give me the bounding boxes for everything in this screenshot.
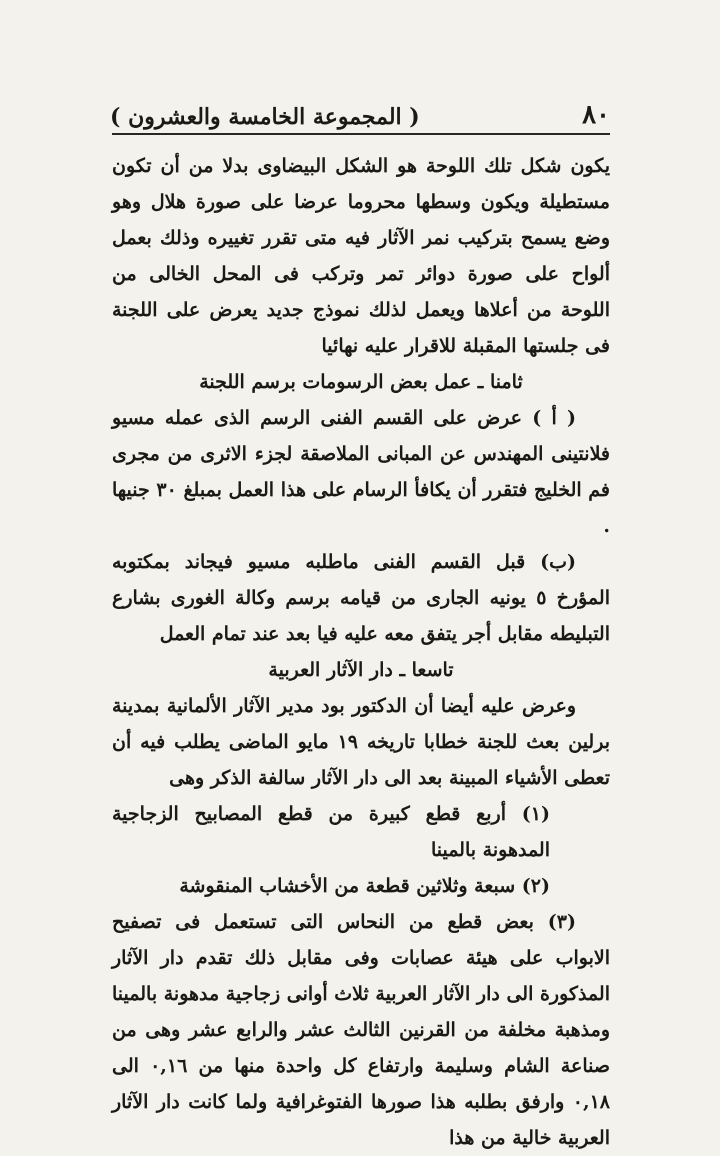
paragraph-item-b: (ب) قبل القسم الفنى ماطلبه مسيو فيجاند بمكتوبه المؤرخ ٥ يونيه الجارى من قيامه برسم وكالة الغورى بشارع التبليطه مقابل أجر يتفق معه عليه فيا بعد عند تمام العمل [112,551,610,645]
paragraph-lid-shape: يكون شكل تلك اللوحة هو الشكل البيضاوى بدلا من أن تكون مستطيلة ويكون وسطها محروما عرضا على صورة هلال وهو وضع يسمح بتركيب نمر الآثار فيه متى تقرر تغييره وذلك بعمل ألواح على صورة دوائر تمر وتركب فى المحل الخالى من اللوحة من أعلاها ويعمل لذلك نموذج جديد يعرض على اللجنة فى جلستها المقبلة للاقرار عليه نهائيا [112,155,610,357]
list-item-2: (٢) سبعة وثلاثين قطعة من الأخشاب المنقوشة [179,875,550,897]
paragraph-berlin-request: وعرض عليه أيضا أن الدكتور بود مدير الآثار الألمانية بمدينة برلين بعث للجنة خطابا تاريخه ١٩ مايو الماضى يطلب فيه أن تعطى الأشياء المبينة بعد الى دار الآثار سالفة الذكر وهى [112,695,610,789]
section-heading-eighth: ثامنا ـ عمل بعض الرسومات برسم اللجنة [199,371,523,393]
section-heading-ninth: تاسعا ـ دار الآثار العربية [268,659,454,681]
paragraph-item-a: ( أ ) عرض على القسم الفنى الرسم الذى عمله مسيو فلانتينى المهندس عن المبانى الملاصقة لجزء الاثرى من مجرى فم الخليج فتقرر أن يكافأ الرسام على هذا العمل بمبلغ ٣٠ جنيها . [112,407,610,537]
list-item-1: (١) أربع قطع كبيرة من قطع المصابيح الزجاجية المدهونة بالمينا [112,803,550,861]
header-rule [112,133,610,135]
page-header [110,90,610,130]
page-body [112,148,610,1156]
page-number: ٨٠ [582,100,610,130]
list-item-3: (٣) بعض قطع من النحاس التى تستعمل فى تصفيح الابواب على هيئة عصابات وفى مقابل ذلك تقدم دار الآثار المذكورة الى دار الآثار العربية ثلاث أوانى زجاجية مدهونة بالمينا ومذهبة مخلفة من القرنين الثالث عشر والرابع عشر وهى من صناعة الشام وسليمة وارتفاع كل واحدة منها من ٠,١٦ الى ٠,١٨ وارفق بطلبه هذا صورها الفتوغرافية ولما كانت دار الآثار العربية خالية من هذا [112,911,610,1149]
running-title: ( المجموعة الخامسة والعشرون ) [110,104,420,130]
